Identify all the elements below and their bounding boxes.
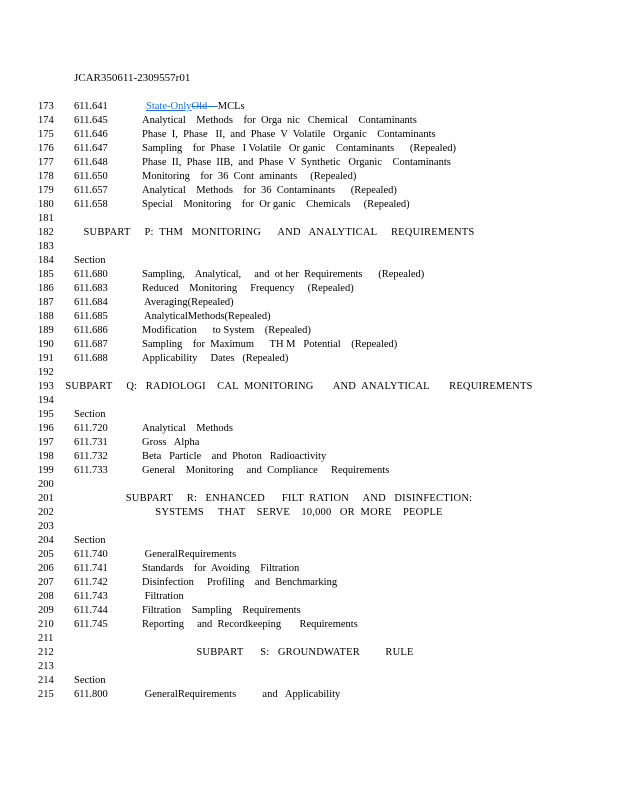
- line-number: 204: [38, 535, 54, 546]
- section-number: 611.732: [74, 451, 108, 462]
- doc-line: [0, 506, 618, 520]
- doc-line: [0, 688, 618, 702]
- section-number: 611.731: [74, 437, 108, 448]
- section-listing: [0, 100, 618, 702]
- line-number: 205: [38, 549, 54, 560]
- section-title: Filtration: [142, 591, 184, 602]
- doc-line: [0, 548, 618, 562]
- section-title: Standards for Avoiding Filtration: [142, 563, 300, 574]
- doc-line: [0, 436, 618, 450]
- line-number: 198: [38, 451, 54, 462]
- subpart-heading: SUBPART P: THM MONITORING AND ANALYTICAL REQUIREMENTS: [83, 227, 475, 238]
- line-number: 176: [38, 143, 54, 154]
- section-title: GeneralRequirements and Applicability: [142, 689, 341, 700]
- line-number: 208: [38, 591, 54, 602]
- section-number: 611.647: [74, 143, 108, 154]
- section-title: Phase I, Phase II, and Phase V Volatile Organic Contaminants: [142, 129, 436, 140]
- line-number: 207: [38, 577, 54, 588]
- subpart-heading: SUBPART S: GROUNDWATER RULE: [196, 647, 414, 658]
- line-number: 202: [38, 507, 54, 518]
- section-number: 611.745: [74, 619, 108, 630]
- doc-line: [0, 422, 618, 436]
- doc-line: [0, 562, 618, 576]
- section-title: Modification to System (Repealed): [142, 325, 311, 336]
- doc-line: [0, 618, 618, 632]
- line-number: 186: [38, 283, 54, 294]
- doc-line: [0, 282, 618, 296]
- doc-line: [0, 240, 618, 254]
- section-label: Section: [74, 535, 106, 546]
- line-number: 206: [38, 563, 54, 574]
- doc-line: [0, 590, 618, 604]
- section-number: 611.684: [74, 297, 108, 308]
- line-number: 212: [38, 647, 54, 658]
- subpart-heading: SYSTEMS THAT SERVE 10,000 OR MORE PEOPLE: [155, 507, 443, 518]
- section-number: 611.650: [74, 171, 108, 182]
- line-number: 215: [38, 689, 54, 700]
- line-number: 209: [38, 605, 54, 616]
- doc-line: [0, 142, 618, 156]
- line-number: 178: [38, 171, 54, 182]
- section-label: Section: [74, 409, 106, 420]
- section-number: 611.688: [74, 353, 108, 364]
- doc-line: [0, 660, 618, 674]
- line-number: 190: [38, 339, 54, 350]
- section-number: 611.641: [74, 101, 108, 112]
- doc-line: [0, 520, 618, 534]
- section-title: Disinfection Profiling and Benchmarking: [142, 577, 338, 588]
- line-number: 184: [38, 255, 54, 266]
- doc-line: [0, 338, 618, 352]
- line-number: 214: [38, 675, 54, 686]
- section-number: 611.744: [74, 605, 108, 616]
- line-number: 210: [38, 619, 54, 630]
- line-number: 180: [38, 199, 54, 210]
- section-title: GeneralRequirements: [142, 549, 237, 560]
- section-title: Averaging(Repealed): [142, 297, 234, 308]
- section-title: Analytical Methods: [142, 423, 233, 434]
- inserted-text: State-Only: [146, 101, 192, 112]
- title-text: MCLs: [217, 101, 245, 112]
- line-number: 199: [38, 465, 54, 476]
- section-title: Phase II, Phase IIB, and Phase V Synthetic Organic Contaminants: [142, 157, 451, 168]
- section-number: 611.741: [74, 563, 108, 574]
- section-number: 611.733: [74, 465, 108, 476]
- doc-line: [0, 296, 618, 310]
- doc-line: [0, 464, 618, 478]
- doc-line: [0, 324, 618, 338]
- section-title: Analytical Methods for Orga nic Chemical Contaminants: [142, 115, 417, 126]
- section-title: General Monitoring and Compliance Requirements: [142, 465, 390, 476]
- line-number: 177: [38, 157, 54, 168]
- line-number: 189: [38, 325, 54, 336]
- doc-line: [0, 352, 618, 366]
- doc-line: [0, 478, 618, 492]
- doc-line: [0, 100, 618, 114]
- doc-line: [0, 534, 618, 548]
- section-title: Filtration Sampling Requirements: [142, 605, 301, 616]
- section-number: 611.680: [74, 269, 108, 280]
- doc-line: [0, 198, 618, 212]
- doc-line: [0, 492, 618, 506]
- line-number: 191: [38, 353, 54, 364]
- section-number: 611.687: [74, 339, 108, 350]
- line-number: 183: [38, 241, 54, 252]
- section-number: 611.800: [74, 689, 108, 700]
- line-number: 200: [38, 479, 54, 490]
- line-number: 181: [38, 213, 54, 224]
- line-number: 182: [38, 227, 54, 238]
- line-number: 213: [38, 661, 54, 672]
- line-number: 192: [38, 367, 54, 378]
- deleted-text: Old: [191, 101, 208, 112]
- section-number: 611.740: [74, 549, 108, 560]
- section-label: Section: [74, 255, 106, 266]
- doc-line: [0, 128, 618, 142]
- section-title: Monitoring for 36 Cont aminants (Repealed): [142, 171, 357, 182]
- section-number: 611.648: [74, 157, 108, 168]
- section-number: 611.742: [74, 577, 108, 588]
- section-title: Sampling for Maximum TH M Potential (Repealed): [142, 339, 398, 350]
- document-id: JCAR350611-2309557r01: [74, 72, 191, 84]
- section-title: [146, 100, 245, 114]
- line-number: 174: [38, 115, 54, 126]
- line-number: 185: [38, 269, 54, 280]
- line-number: 175: [38, 129, 54, 140]
- section-label: Section: [74, 675, 106, 686]
- doc-line: [0, 268, 618, 282]
- section-number: 611.743: [74, 591, 108, 602]
- section-title: AnalyticalMethods(Repealed): [142, 311, 271, 322]
- section-number: 611.645: [74, 115, 108, 126]
- section-title: Beta Particle and Photon Radioactivity: [142, 451, 327, 462]
- section-title: Special Monitoring for Or ganic Chemicals (Repealed): [142, 199, 410, 210]
- doc-line: [0, 576, 618, 590]
- line-number: 197: [38, 437, 54, 448]
- subpart-heading: SUBPART R: ENHANCED FILT RATION AND DISINFECTION:: [125, 493, 473, 504]
- line-number: 179: [38, 185, 54, 196]
- section-title: Reduced Monitoring Frequency (Repealed): [142, 283, 354, 294]
- doc-line: [0, 212, 618, 226]
- doc-line: [0, 170, 618, 184]
- section-number: 611.686: [74, 325, 108, 336]
- section-title: Applicability Dates (Repealed): [142, 353, 289, 364]
- doc-line: [0, 310, 618, 324]
- subpart-heading: SUBPART Q: RADIOLOGI CAL MONITORING AND ANALYTICAL REQUIREMENTS: [65, 381, 533, 392]
- doc-line: [0, 394, 618, 408]
- line-number: 188: [38, 311, 54, 322]
- doc-line: [0, 380, 618, 394]
- doc-line: [0, 674, 618, 688]
- doc-line: [0, 184, 618, 198]
- doc-line: [0, 226, 618, 240]
- doc-line: [0, 114, 618, 128]
- section-title: Gross Alpha: [142, 437, 200, 448]
- doc-line: [0, 366, 618, 380]
- section-number: 611.683: [74, 283, 108, 294]
- line-number: 211: [38, 633, 54, 644]
- line-number: 173: [38, 101, 54, 112]
- doc-line: [0, 450, 618, 464]
- line-number: 193: [38, 381, 54, 392]
- section-title: Reporting and Recordkeeping Requirements: [142, 619, 358, 630]
- section-number: 611.720: [74, 423, 108, 434]
- line-number: 187: [38, 297, 54, 308]
- line-number: 203: [38, 521, 54, 532]
- doc-line: [0, 604, 618, 618]
- section-title: Sampling for Phase I Volatile Or ganic Contaminants (Repealed): [142, 143, 456, 154]
- line-number: 194: [38, 395, 54, 406]
- section-number: 611.657: [74, 185, 108, 196]
- line-number: 201: [38, 493, 54, 504]
- section-number: 611.658: [74, 199, 108, 210]
- doc-line: [0, 254, 618, 268]
- doc-line: [0, 646, 618, 660]
- doc-line: [0, 632, 618, 646]
- line-number: 195: [38, 409, 54, 420]
- section-number: 611.685: [74, 311, 108, 322]
- section-title: Sampling, Analytical, and ot her Requirements (Repealed): [142, 269, 425, 280]
- section-title: Analytical Methods for 36 Contaminants (Repealed): [142, 185, 397, 196]
- doc-line: [0, 156, 618, 170]
- section-number: 611.646: [74, 129, 108, 140]
- line-number: 196: [38, 423, 54, 434]
- doc-line: [0, 408, 618, 422]
